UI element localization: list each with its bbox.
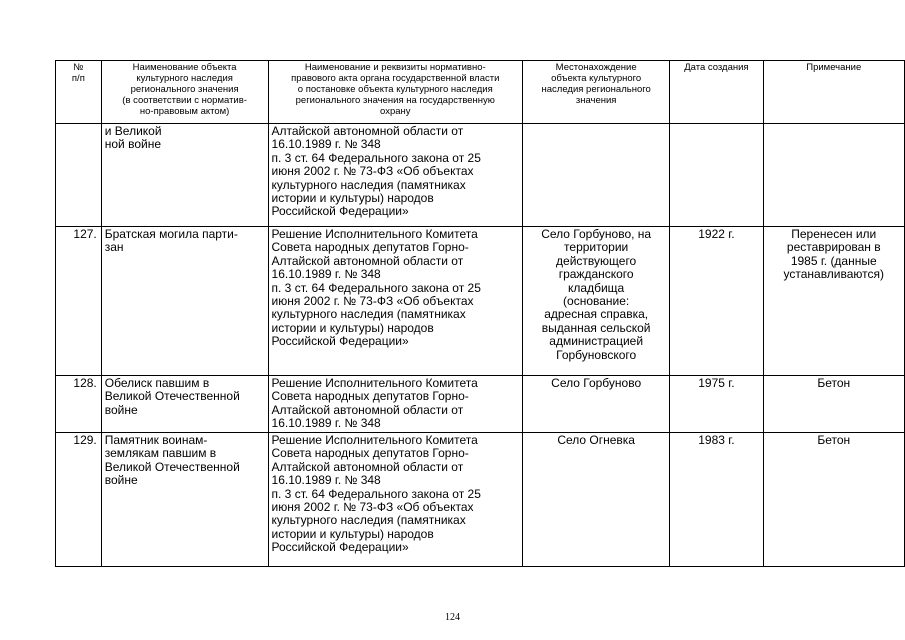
header-name: Наименование объекта культурного наследия регионального значения (в соответствии с норматив- но-правовым актом) (101, 61, 268, 124)
table-row (56, 124, 905, 227)
row-date: 1975 г. (670, 376, 763, 433)
row-date: 1922 г. (670, 227, 763, 376)
row-name: Братская могила парти- зан (101, 227, 268, 376)
row-location: Село Горбуново (523, 376, 670, 433)
row-num: 128. (56, 376, 102, 433)
header-date: Дата создания (670, 61, 763, 124)
row-act: Решение Исполнительного Комитета Совета народных депутатов Горно- Алтайской автономной области от 16.10.1989 г. № 348 п. 3 ст. 64 Федерального закона от 25 июня 2002 г. № 73-ФЗ «Об объектах культурного наследия (памятниках истории и культуры) народов Российской Федерации» (268, 227, 523, 376)
row-note (763, 124, 904, 227)
row-num: 129. (56, 433, 102, 567)
page-number: 124 (445, 612, 460, 623)
row-note: Бетон (763, 433, 904, 567)
header-act: Наименование и реквизиты нормативно- правового акта органа государственной власти о постановке объекта культурного наследия регионального значения на государственную охрану (268, 61, 523, 124)
table-header-row (56, 61, 905, 124)
heritage-table (55, 60, 905, 567)
header-note: Примечание (763, 61, 904, 124)
row-date: 1983 г. (670, 433, 763, 567)
table-row (56, 376, 905, 433)
row-location: Село Горбуново, на территории действующего гражданского кладбища (основание: адресная справка, выданная сельской администрацией Горбуновского (523, 227, 670, 376)
header-location: Местонахождение объекта культурного наследия регионального значения (523, 61, 670, 124)
row-act: Решение Исполнительного Комитета Совета народных депутатов Горно- Алтайской автономной области от 16.10.1989 г. № 348 п. 3 ст. 64 Федерального закона от 25 июня 2002 г. № 73-ФЗ «Об объектах культурного наследия (памятниках истории и культуры) народов Российской Федерации» (268, 433, 523, 567)
header-num: № п/п (56, 61, 102, 124)
row-name: и Великой ной войне (101, 124, 268, 227)
row-name: Памятник воинам- землякам павшим в Великой Отечественной войне (101, 433, 268, 567)
table-row (56, 433, 905, 567)
row-location: Село Огневка (523, 433, 670, 567)
row-name: Обелиск павшим в Великой Отечественной войне (101, 376, 268, 433)
row-num: 127. (56, 227, 102, 376)
table-row (56, 227, 905, 376)
row-date (670, 124, 763, 227)
row-note: Бетон (763, 376, 904, 433)
row-location (523, 124, 670, 227)
row-act: Решение Исполнительного Комитета Совета народных депутатов Горно- Алтайской автономной области от 16.10.1989 г. № 348 (268, 376, 523, 433)
row-note: Перенесен или реставрирован в 1985 г. (данные устанавливаются) (763, 227, 904, 376)
row-act: Алтайской автономной области от 16.10.1989 г. № 348 п. 3 ст. 64 Федерального закона от 25 июня 2002 г. № 73-ФЗ «Об объектах культурного наследия (памятниках истории и культуры) народов Российской Федерации» (268, 124, 523, 227)
row-num (56, 124, 102, 227)
